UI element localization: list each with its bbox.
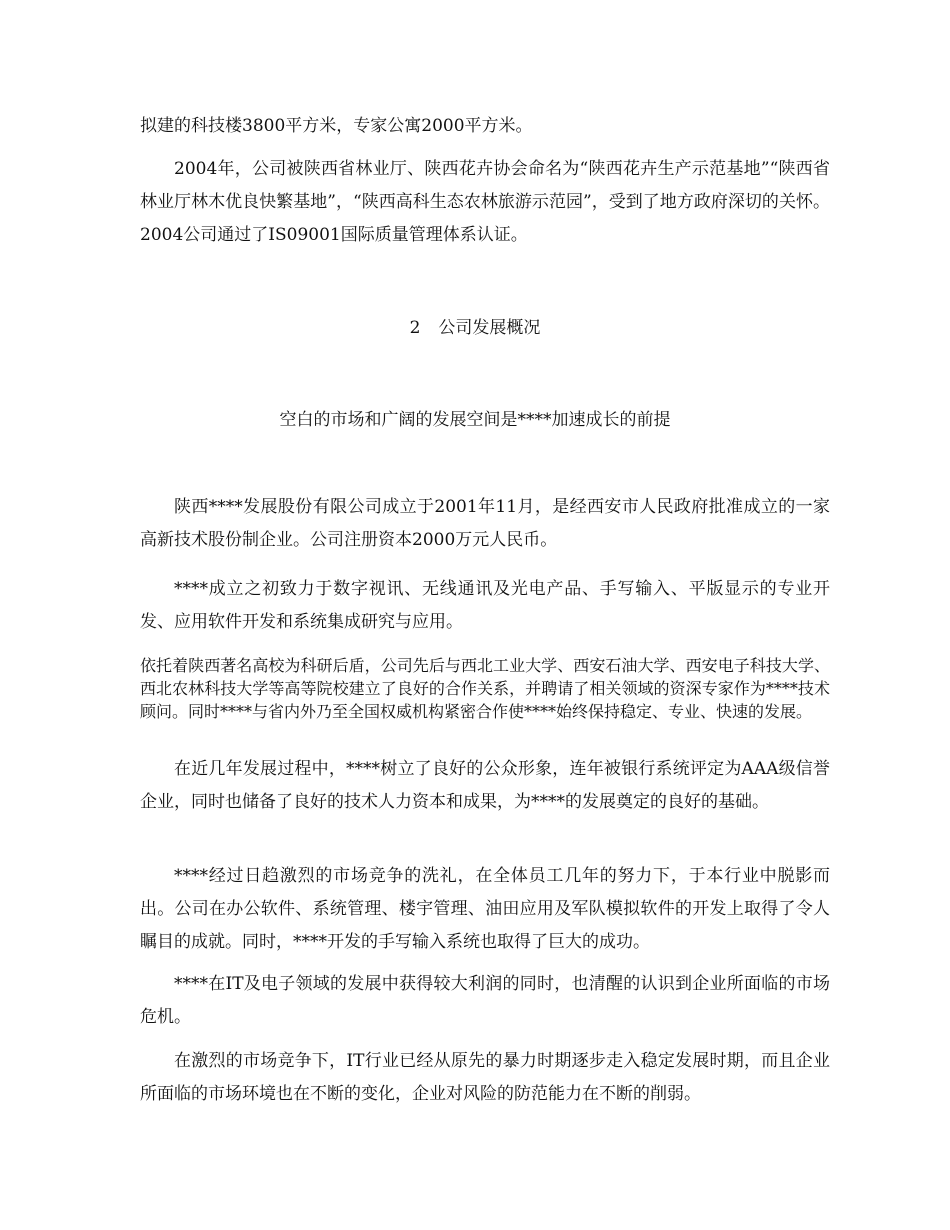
- section-number: 2: [409, 318, 421, 338]
- paragraph-it-industry: 在激烈的市场竞争下，IT行业已经从原先的暴力时期逐步走入稳定发展时期，而且企业所面临的市场环境也在不断的变化，企业对风险的防范能力在不断的削弱。: [140, 1051, 830, 1104]
- paragraph-market-competition: ****经过日趋激烈的市场竞争的洗礼，在全体员工几年的努力下，于本行业中脱影而出。公司在办公软件、系统管理、楼宇管理、油田应用及军队模拟软件的开发上取得了令人瞩目的成就。同时，****开发的手写输入系统也取得了巨大的成功。: [140, 866, 830, 952]
- paragraph-public-image: 在近几年发展过程中，****树立了良好的公众形象，连年被银行系统评定为AAA级信誉企业，同时也储备了良好的技术人力资本和成果，为****的发展奠定的良好的基础。: [140, 759, 830, 812]
- paragraph-market-crisis: ****在IT及电子领域的发展中获得较大利润的同时，也清醒的认识到企业所面临的市场危机。: [140, 974, 830, 1027]
- paragraph-2004-recognition: 2004年，公司被陕西省林业厅、陕西花卉协会命名为“陕西花卉生产示范基地”“陕西省林业厅林木优良快繁基地”，“陕西高科生态农林旅游示范园”，受到了地方政府深切的关怀。2004公司通过了IS09001国际质量管理体系认证。: [140, 159, 830, 245]
- section-title: 公司发展概况: [438, 318, 541, 338]
- paragraph-company-founding: 陕西****发展股份有限公司成立于2001年11月，是经西安市人民政府批准成立的一家高新技术股份制企业。公司注册资本2000万元人民币。: [140, 497, 830, 550]
- paragraph-initial-focus: ****成立之初致力于数字视讯、无线通讯及光电产品、手写输入、平版显示的专业开发、应用软件开发和系统集成研究与应用。: [140, 579, 830, 632]
- paragraph-university-cooperation: 依托着陕西著名高校为科研后盾，公司先后与西北工业大学、西安石油大学、西安电子科技大学、西北农林科技大学等高等院校建立了良好的合作关系，并聘请了相关领域的资深专家作为****技术顾问。同时****与省内外乃至全国权威机构紧密合作使****始终保持稳定、专业、快速的发展。: [140, 656, 830, 721]
- section-subtitle: 空白的市场和广阔的发展空间是****加速成长的前提: [279, 410, 671, 430]
- paragraph-continuation: 拟建的科技楼3800平方米，专家公寓2000平方米。: [140, 116, 533, 136]
- section-heading: [0, 313, 950, 338]
